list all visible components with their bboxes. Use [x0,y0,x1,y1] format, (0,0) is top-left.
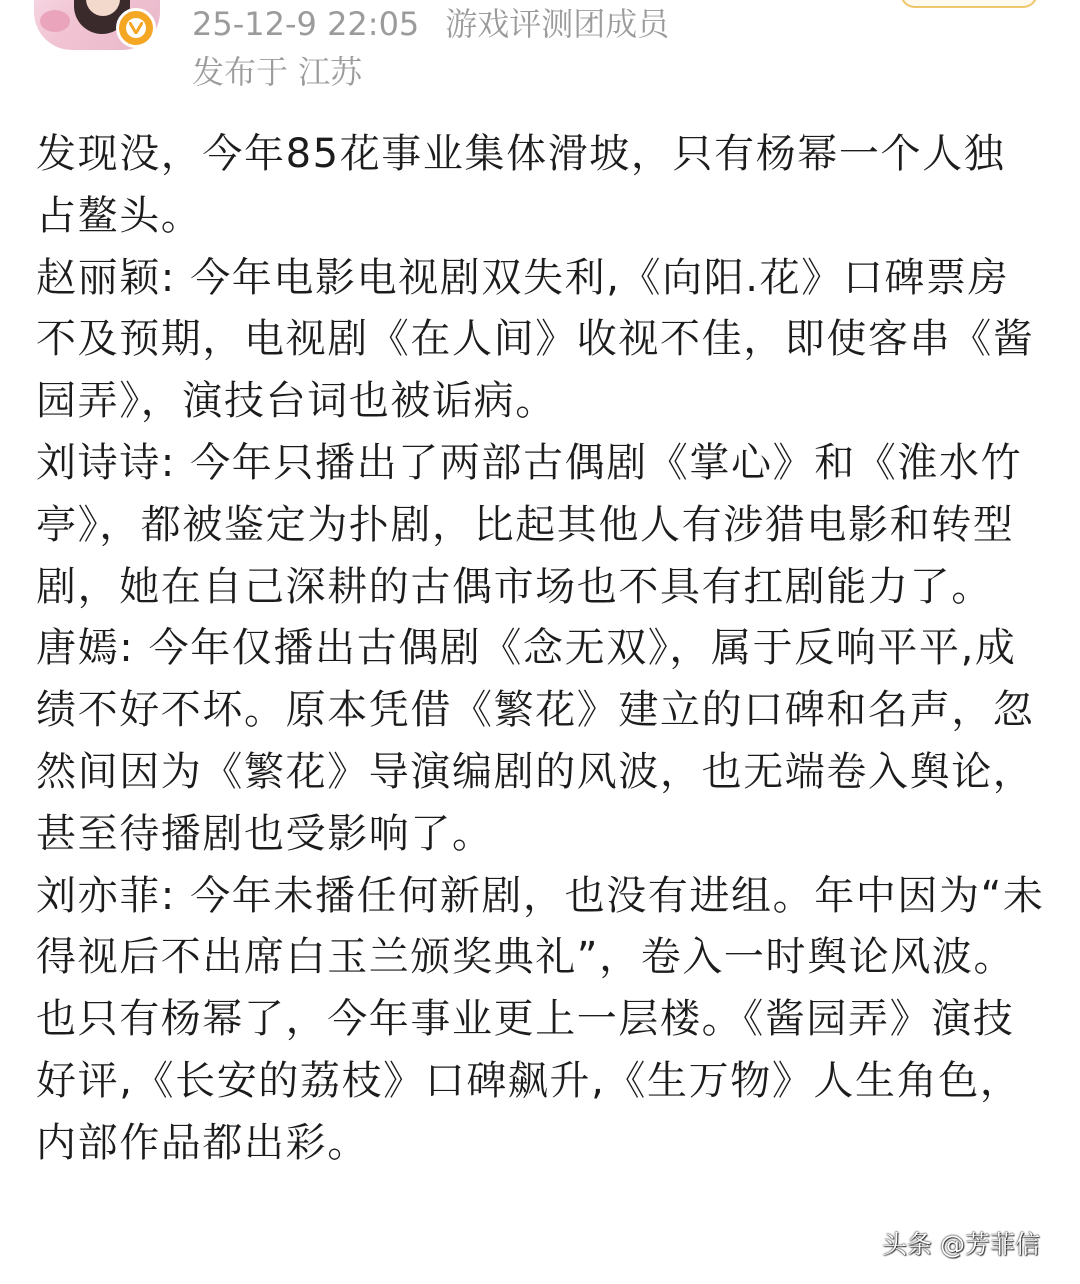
post-paragraph: 刘亦菲: 今年未播任何新剧，也没有进组。年中因为“未得视后不出席白玉兰颁奖典礼”，卷入一时舆论风波。 [36,872,1045,981]
post-paragraph: 赵丽颖: 今年电影电视剧双失利,《向阳.花》口碑票房不及预期，电视剧《在人间》收视不佳，即使客串《酱园弄》，演技台词也被诟病。 [36,254,1035,425]
post-meta [192,5,670,43]
post-paragraph: 刘诗诗: 今年只播出了两部古偶剧《掌心》和《淮水竹亭》，都被鉴定为扑剧，比起其他人有涉猎电影和转型剧，她在自己深耕的古偶市场也不具有扛剧能力了。 [36,439,1023,610]
post-paragraph: 发现没，今年85花事业集体滑坡，只有杨幂一个人独占鳌头。 [36,131,1006,239]
follow-button[interactable] [900,0,1038,8]
post-paragraph: 也只有杨幂了，今年事业更上一层楼。《酱园弄》演技好评,《长安的荔枝》口碑飙升,《生万物》人生角色，内部作品都出彩。 [36,996,1022,1166]
verified-badge-icon [116,8,156,48]
post-body [36,124,1046,1175]
post-timestamp: 25-12-9 22:05 [192,5,420,43]
post-location: 发布于 江苏 [192,53,363,91]
user-tag[interactable]: 游戏评测团成员 [445,5,670,43]
watermark: 头条 @芳菲信 [882,1230,1040,1259]
avatar-decoration [40,10,70,32]
post-paragraph: 唐嫣: 今年仅播出古偶剧《念无双》，属于反响平平,成绩不好不坏。原本凭借《繁花》建立的口碑和名声，忽然间因为《繁花》导演编剧的风波，也无端卷入舆论，甚至待播剧也受影响了。 [36,625,1035,857]
